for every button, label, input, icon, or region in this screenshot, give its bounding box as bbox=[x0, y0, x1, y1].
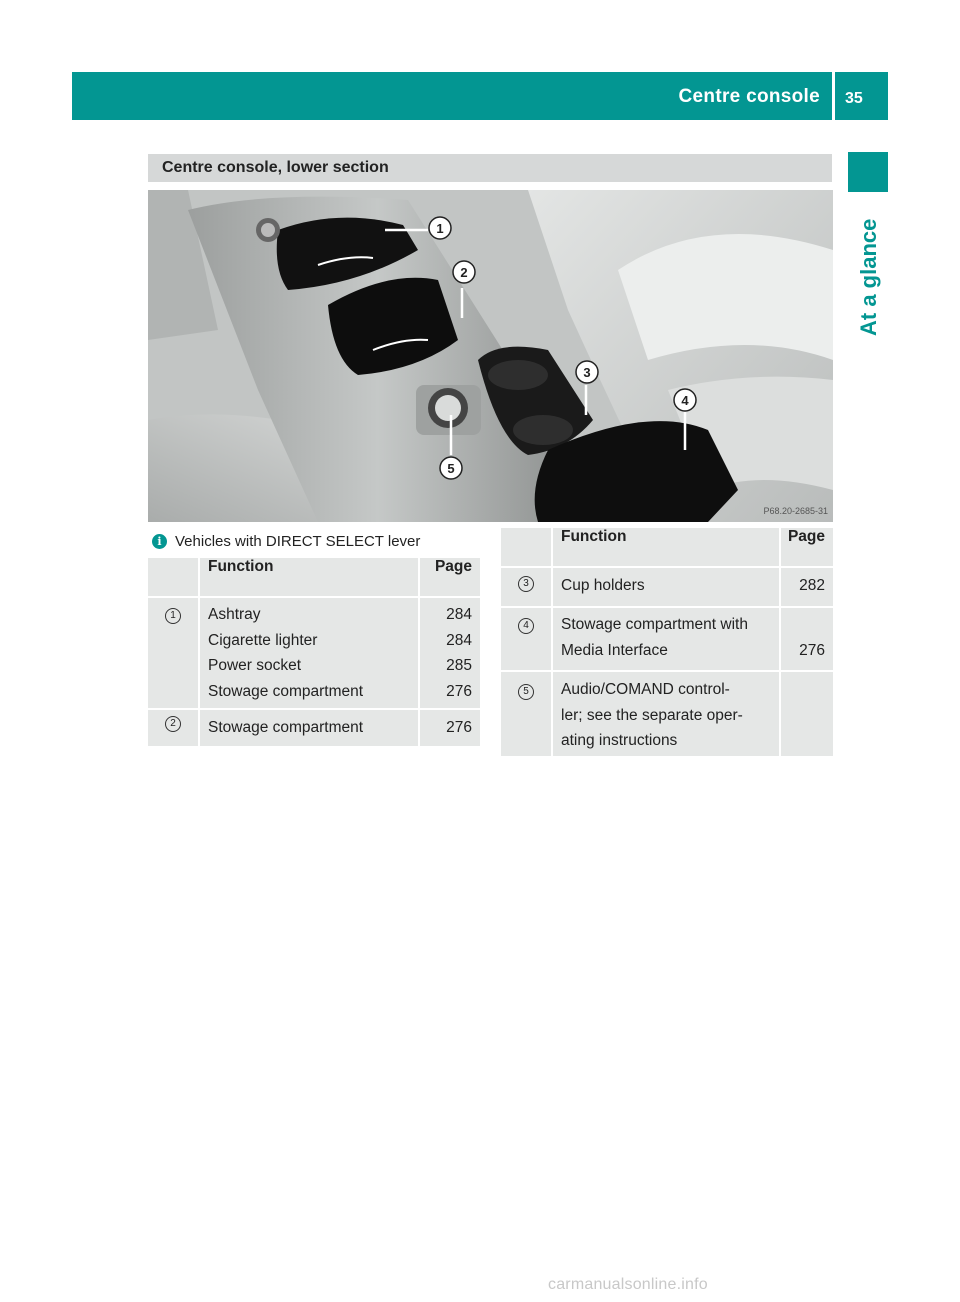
page-number: 35 bbox=[845, 90, 863, 107]
info-icon: i bbox=[152, 534, 167, 549]
header-divider bbox=[832, 72, 835, 120]
marker-header bbox=[148, 558, 199, 597]
page-header: Page bbox=[780, 528, 833, 567]
table-row bbox=[501, 671, 833, 757]
page-ref: 284 bbox=[446, 631, 472, 649]
centre-console-photo bbox=[148, 190, 833, 522]
function-ashtray: Ashtray bbox=[208, 606, 261, 623]
svg-text:5: 5 bbox=[447, 461, 455, 476]
table-row bbox=[501, 607, 833, 671]
callout-4 bbox=[674, 389, 696, 411]
page-ref: 284 bbox=[446, 606, 472, 623]
page-ref: 276 bbox=[446, 719, 472, 736]
page-header-title: Centre console bbox=[678, 86, 820, 107]
marker-1: 1 bbox=[165, 608, 181, 624]
marker-3: 3 bbox=[518, 576, 534, 592]
svg-text:2: 2 bbox=[460, 265, 468, 280]
function-table-left bbox=[148, 558, 480, 748]
page-ref: 276 bbox=[446, 682, 472, 700]
function-stowage-compartment: Stowage compartment bbox=[208, 719, 364, 736]
footer-watermark: carmanualsonline.info bbox=[548, 1276, 708, 1293]
photo-code: P68.20-2685-31 bbox=[763, 506, 828, 516]
table-row bbox=[501, 567, 833, 607]
section-heading: Centre console, lower section bbox=[148, 154, 832, 182]
svg-text:1: 1 bbox=[436, 221, 444, 236]
function-header: Function bbox=[199, 558, 419, 597]
page-ref: 276 bbox=[799, 641, 825, 659]
marker-4: 4 bbox=[518, 618, 534, 634]
function-cup-holders: Cup holders bbox=[561, 577, 645, 594]
function-stowage-compartment: Stowage compartment bbox=[208, 682, 364, 700]
function-table-right bbox=[501, 528, 833, 758]
function-audio-comand-cont: ler; see the separate oper- bbox=[561, 706, 743, 724]
page-ref: 285 bbox=[446, 657, 472, 674]
info-note bbox=[152, 533, 420, 550]
callout-5 bbox=[440, 457, 462, 479]
marker-header bbox=[501, 528, 552, 567]
side-tab-block bbox=[848, 152, 888, 192]
info-note-text: Vehicles with DIRECT SELECT lever bbox=[175, 533, 421, 550]
table-row bbox=[148, 597, 480, 709]
table-row bbox=[148, 709, 480, 747]
function-power-socket: Power socket bbox=[208, 657, 302, 674]
function-stowage-media-interface-cont: Media Interface bbox=[561, 641, 668, 659]
function-audio-comand: Audio/COMAND control- bbox=[561, 681, 730, 698]
svg-text:3: 3 bbox=[583, 365, 591, 380]
page-header: Page bbox=[419, 558, 480, 597]
function-stowage-media-interface: Stowage compartment with bbox=[561, 616, 748, 633]
marker-2: 2 bbox=[165, 716, 181, 732]
function-cigarette-lighter: Cigarette lighter bbox=[208, 631, 318, 649]
page-ref bbox=[781, 612, 825, 638]
side-tab-label: At a glance bbox=[856, 218, 881, 336]
callout-2 bbox=[453, 261, 475, 283]
callout-1 bbox=[429, 217, 451, 239]
function-header: Function bbox=[552, 528, 780, 567]
svg-text:4: 4 bbox=[681, 393, 689, 408]
marker-5: 5 bbox=[518, 684, 534, 700]
function-audio-comand-cont: ating instructions bbox=[561, 732, 678, 749]
callout-3 bbox=[576, 361, 598, 383]
page-ref: 282 bbox=[799, 577, 825, 594]
